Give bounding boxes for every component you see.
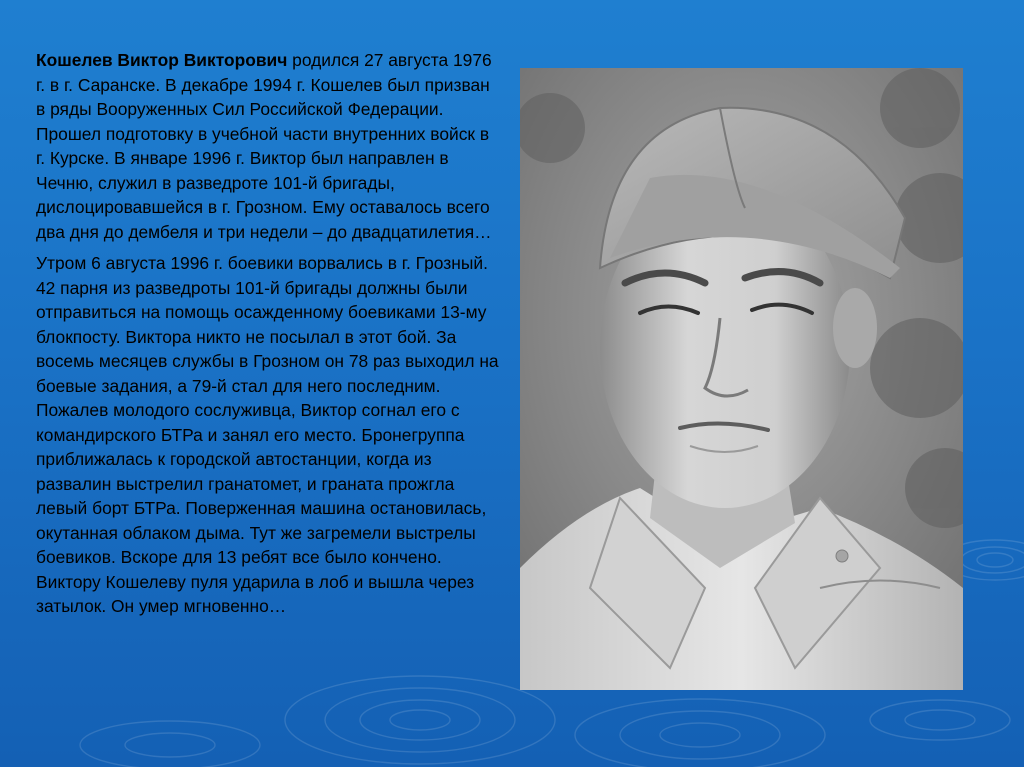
biography-text	[36, 48, 500, 626]
biography-paragraph-1	[36, 48, 500, 244]
biography-paragraph-2: Утром 6 августа 1996 г. боевики ворвались в г. Грозный. 42 парня из разведроты 101-й бригады должны были отправиться на помощь осажденному боевиками 13-му блокпосту. Виктора никто не посылал в этот бой. За восемь месяцев службы в Грозном он 78 раз выходил на боевые задания, а 79-й стал для него последним. Пожалев молодого сослуживца, Виктор согнал его с командирского БТРа и занял его место. Бронегруппа приближалась к городской автостанции, когда из развалин выстрелил гранатомет, и граната прожгла левый борт БТРа. Поверженная машина остановилась, окутанная облаком дыма. Тут же загремели выстрелы боевиков. Вскоре для 13 ребят все было кончено. Виктору Кошелеву пуля ударила в лоб и вышла через затылок. Он умер мгновенно…	[36, 253, 499, 616]
paragraph-1-text: родился 27 августа 1976 г. в г. Саранске. В декабре 1994 г. Кошелев был призван в ряды Вооруженных Сил Российской Федерации. Прошел подготовку в учебной части внутренних войск в г. Курске. В январе 1996 г. Виктор был направлен в Чечню, служил в разведроте 101-й бригады, дислоцировавшейся в г. Грозном. Ему оставалось всего два дня до дембеля и три недели – до двадцатилетия…	[36, 50, 492, 242]
portrait-photo	[520, 68, 963, 690]
person-name: Кошелев Виктор Викторович	[36, 50, 288, 70]
